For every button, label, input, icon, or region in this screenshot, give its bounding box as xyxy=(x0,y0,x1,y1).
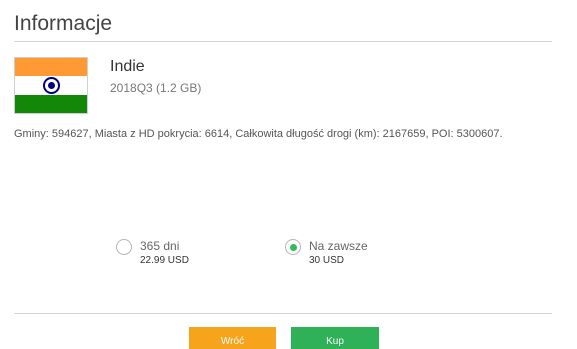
map-version: 2018Q3 (1.2 GB) xyxy=(110,81,202,95)
ashoka-chakra-icon xyxy=(43,77,60,94)
option-label: Na zawsze xyxy=(309,239,368,253)
option-price: 30 USD xyxy=(309,255,345,266)
buy-button[interactable]: Kup xyxy=(291,327,379,349)
india-flag-icon xyxy=(14,57,88,114)
option-price: 22.99 USD xyxy=(140,255,189,266)
flag-white-band xyxy=(15,76,87,94)
option-365-days-text xyxy=(140,238,189,268)
radio-365-days[interactable] xyxy=(116,239,132,255)
back-button[interactable]: Wróć xyxy=(189,327,276,349)
country-name: Indie xyxy=(110,58,145,75)
option-forever[interactable] xyxy=(285,238,368,268)
option-365-days[interactable] xyxy=(116,238,189,268)
page-title: Informacje xyxy=(14,12,113,35)
flag-green-band xyxy=(15,95,87,113)
radio-forever[interactable] xyxy=(285,239,301,255)
footer-divider xyxy=(14,313,552,314)
flag-saffron-band xyxy=(15,58,87,76)
header-divider xyxy=(14,41,552,42)
option-forever-text xyxy=(309,238,368,268)
option-label: 365 dni xyxy=(140,239,180,253)
map-stats: Gminy: 594627, Miasta z HD pokrycia: 6614, Całkowita długość drogi (km): 2167659, POI: 5300607. xyxy=(14,128,503,140)
